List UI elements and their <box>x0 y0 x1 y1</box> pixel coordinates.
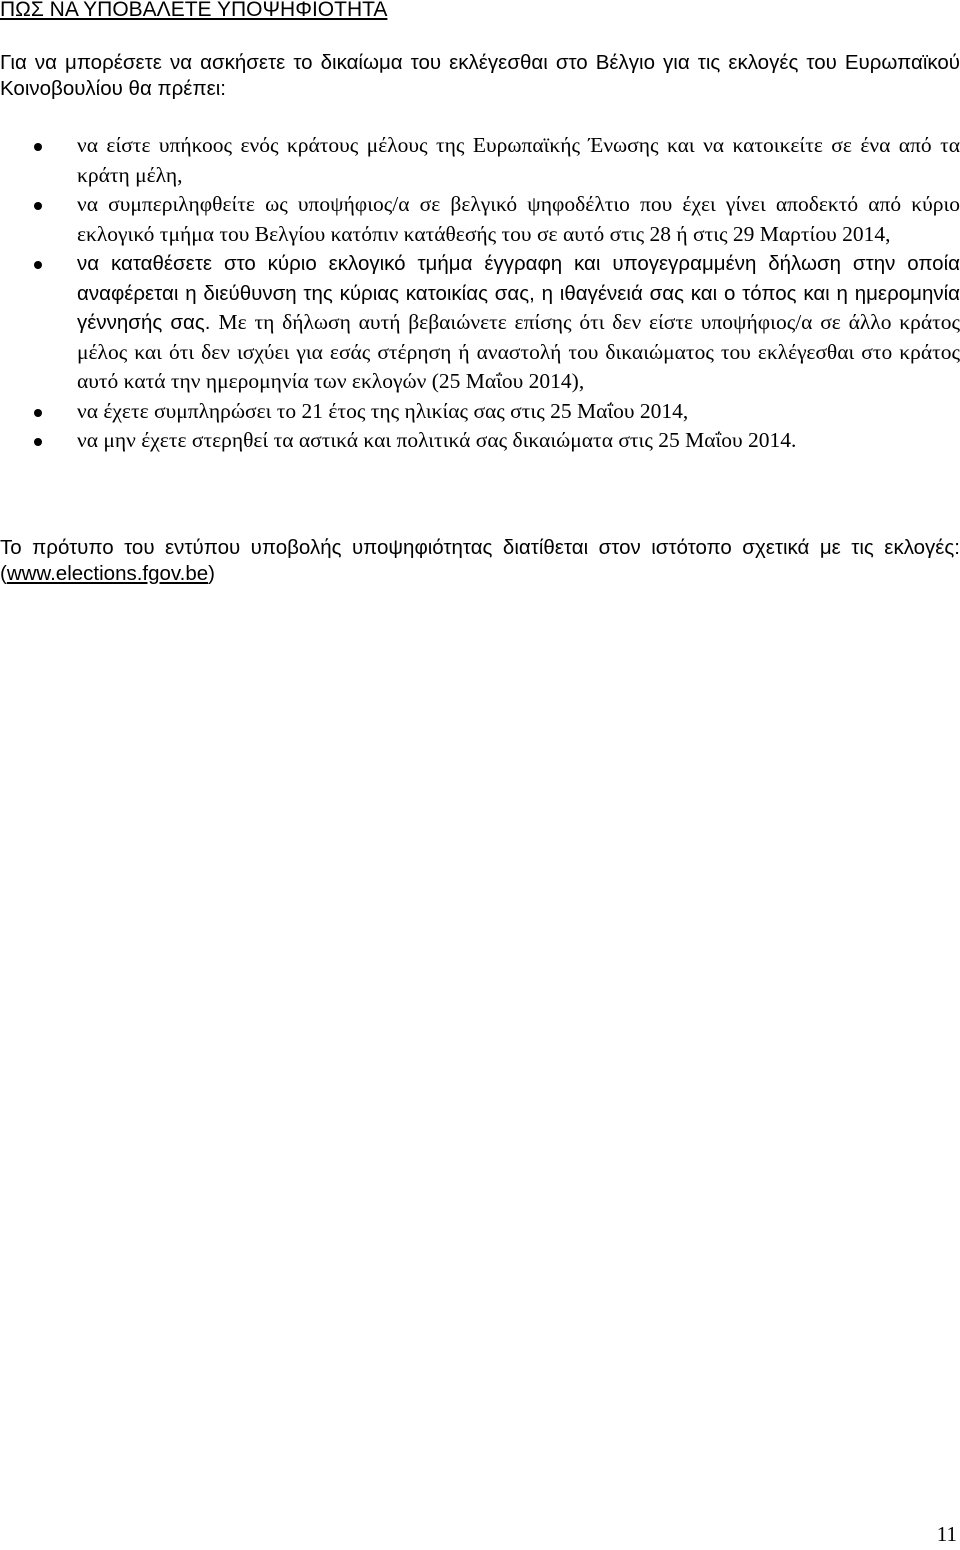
requirement-text: να είστε υπήκοος ενός κράτους μέλους της Ευρωπαϊκής Ένωσης και να κατοικείτε σε ένα από τα κράτη μέλη, <box>77 133 960 187</box>
intro-paragraph: Για να μπορέσετε να ασκήσετε το δικαίωμα του εκλέγεσθαι στο Βέλγιο για τις εκλογές του Ευρωπαϊκού Κοινοβουλίου θα πρέπει: <box>0 51 960 100</box>
requirement-text: να μην έχετε στερηθεί τα αστικά και πολιτικά σας δικαιώματα στις 25 Μαΐου 2014. <box>77 428 797 452</box>
bullet-dot-icon <box>34 202 42 210</box>
closing-paragraph <box>0 535 960 587</box>
closing-text: Το πρότυπο του εντύπου υποβολής υποψηφιότητας διατίθεται στον ιστότοπο σχετικά με τις εκλογές: ( <box>0 536 960 585</box>
list-item <box>0 190 960 249</box>
page-number: 11 <box>936 1522 957 1546</box>
requirement-text-affirmation: Με τη δήλωση αυτή βεβαιώνετε επίσης ότι δεν είστε υποψήφιος/α σε άλλο κράτος μέλος και ότι δεν ισχύει για εσάς στέρηση ή αναστολή του δικαιώματος του εκλέγεσθαι στο κράτος αυτό κατά την ημερομηνία των εκλογών (25 Μαΐου 2014), <box>77 310 960 393</box>
requirements-list <box>0 131 960 456</box>
bullet-dot-icon <box>34 409 42 417</box>
requirement-text-declaration: να καταθέσετε στο κύριο εκλογικό τμήμα έγγραφη και υπογεγραμμένη δήλωση στην οποία αναφέρεται η διεύθυνση της κύριας κατοικίας σας, η ιθαγένειά σας και ο τόπος και η ημερομηνία γέννησής σας. <box>77 252 960 334</box>
list-item <box>0 249 960 397</box>
requirement-text: να συμπεριληφθείτε ως υποψήφιος/α σε βελγικό ψηφοδέλτιο που έχει γίνει αποδεκτό από κύριο εκλογικό τμήμα του Βελγίου κατόπιν κατάθεσής του σε αυτό στις 28 ή στις 29 Μαρτίου 2014, <box>77 192 960 246</box>
requirement-text: να έχετε συμπληρώσει το 21 έτος της ηλικίας σας στις 25 Μαΐου 2014, <box>77 398 689 423</box>
list-item <box>0 426 960 456</box>
closing-suffix: ) <box>208 562 215 585</box>
list-item <box>0 131 960 190</box>
bullet-dot-icon <box>34 261 42 269</box>
list-item <box>0 397 960 427</box>
bullet-dot-icon <box>34 143 42 151</box>
section-heading: ΠΩΣ ΝΑ ΥΠΟΒΑΛΕΤΕ ΥΠΟΨΗΦΙΟΤΗΤΑ <box>0 0 388 21</box>
elections-website-link[interactable]: www.elections.fgov.be <box>6 562 209 585</box>
bullet-dot-icon <box>34 438 42 446</box>
